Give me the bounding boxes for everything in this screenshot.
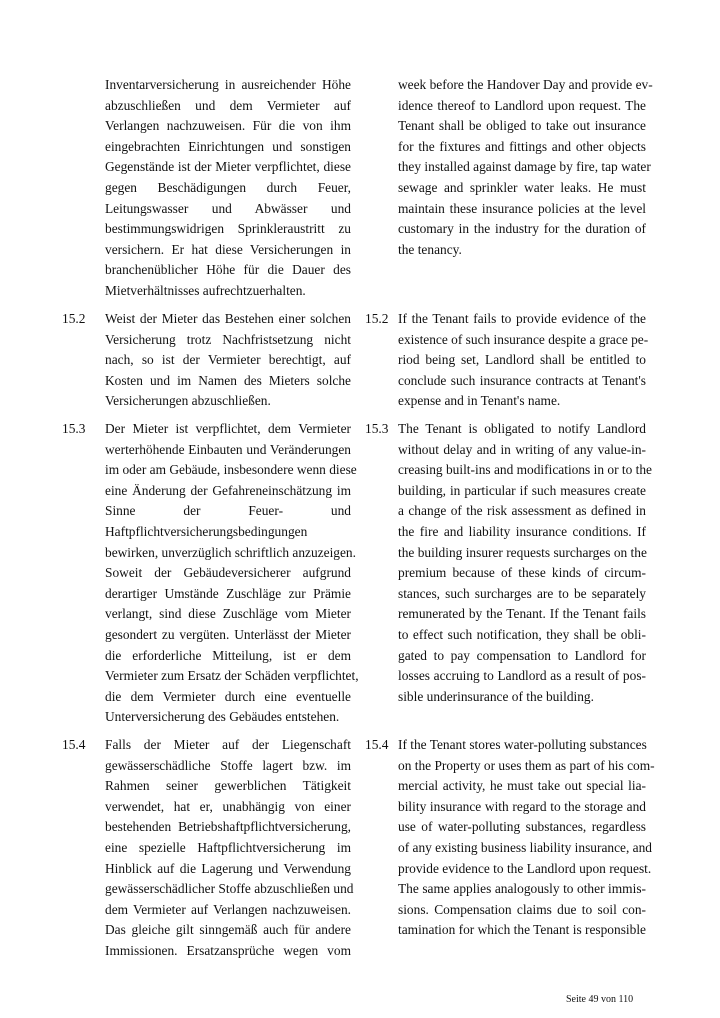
text-line: eine spezielle Haftpflichtversicherung im [105, 839, 351, 855]
text-line: sions. Compensation claims due to soil con- [398, 901, 646, 917]
text-line: bewirken, unverzüglich schriftlich anzuzeigen. [105, 544, 356, 560]
text-line: dem Vermieter auf Verlangen nachzuweisen. [105, 901, 351, 917]
text-line: to effect such notification, they shall be obli- [398, 626, 646, 642]
text-line: the fire and liability insurance conditions. If [398, 523, 646, 539]
text-line: Vermieter zum Ersatz der Schäden verpflichtet, [105, 668, 359, 684]
text-line: branchenüblicher Höhe für die Dauer des [105, 262, 351, 278]
text-line: a change of the risk assessment as defined in [398, 503, 646, 519]
text-line: Weist der Mieter das Bestehen einer solchen [105, 311, 351, 326]
text-line: mercial activity, he must take out special lia- [398, 778, 646, 794]
german-text [105, 309, 351, 412]
text-line: bestimmungswidrigen Sprinkleraustritt zu [105, 221, 351, 237]
text-line: sewage and sprinkler water leaks. He must [398, 179, 646, 195]
text-line: Versicherung trotz Nachfristsetzung nicht [105, 331, 351, 347]
text-line: Verlangen nachzuweisen. Für die von ihm [105, 118, 351, 134]
text-line: versichern. Er hat diese Versicherungen in [105, 241, 351, 257]
text-line: Versicherungen abzuschließen. [105, 393, 271, 409]
text-line: sible underinsurance of the building. [398, 688, 594, 704]
english-text [398, 735, 655, 941]
text-line: gegen Beschädigungen durch Feuer, [105, 179, 351, 195]
text-line: Mietverhältnisses aufrechtzuerhalten. [105, 282, 306, 298]
text-line: bility insurance with regard to the storage and [398, 798, 646, 814]
german-text [105, 735, 354, 962]
text-line: Hinblick auf die Lagerung und Verwendung [105, 860, 351, 876]
text-line: idence thereof to Landlord upon request. The [398, 97, 646, 113]
section-number: 15.2 [62, 311, 86, 326]
text-line: creasing built-ins and modifications in or to the [398, 462, 652, 478]
text-line: use of water-polluting substances, regardless [398, 819, 646, 835]
text-line: Falls der Mieter auf der Liegenschaft [105, 737, 351, 752]
text-line: Rahmen seiner gewerblichen Tätigkeit [105, 778, 351, 794]
section-number: 15.4 [365, 737, 389, 752]
section-number: 15.2 [365, 311, 389, 326]
text-line: Soweit der Gebäudeversicherer aufgrund [105, 565, 351, 581]
text-line: provide evidence to the Landlord upon request. [398, 860, 652, 876]
text-line: existence of such insurance despite a grace pe- [398, 331, 649, 347]
text-line: Tenant shall be obliged to take out insurance [398, 118, 646, 134]
text-line: gesondert zu vergüten. Unterlässt der Mieter [105, 626, 351, 642]
section-number: 15.3 [62, 421, 86, 436]
text-line: on the Property or uses them as part of his com- [398, 757, 655, 773]
text-line: losses accruing to Landlord as a result of pos- [398, 668, 646, 684]
text-line: riod being set, Landlord shall be entitled to [398, 352, 646, 368]
english-text [398, 309, 649, 412]
text-line: Unterversicherung des Gebäudes entstehen. [105, 709, 340, 725]
text-line: building, in particular if such measures create [398, 482, 646, 498]
text-line: remunerated by the Tenant. If the Tenant fails [398, 606, 646, 622]
text-line: for the fixtures and fittings and other objects [398, 138, 646, 154]
text-line: Das gleiche gilt sinngemäß auch für andere [105, 922, 351, 938]
text-line: bestehenden Betriebshaftpflichtversicherung, [105, 819, 351, 835]
text-line: If the Tenant fails to provide evidence of the [398, 311, 646, 326]
text-line: Sinne der Feuer- und [105, 503, 351, 519]
text-line: Immissionen. Ersatzansprüche wegen vom [105, 942, 351, 958]
text-line: Leitungswasser und Abwässer und [105, 200, 351, 216]
text-line: gewässerschädliche Stoffe lagert bzw. im [105, 757, 351, 773]
text-line: customary in the industry for the duration of [398, 221, 646, 237]
text-line: without delay and in writing of any value-in- [398, 441, 646, 457]
text-line: verlangt, sind diese Zuschläge vom Mieter [105, 606, 351, 622]
section-number: 15.3 [365, 421, 389, 436]
text-line: week before the Handover Day and provide ev- [398, 77, 653, 92]
text-line: they installed against damage by fire, tap water [398, 159, 651, 175]
text-line: the tenancy. [398, 241, 462, 257]
text-line: im oder am Gebäude, insbesondere wenn diese [105, 462, 357, 478]
text-line: premium because of these kinds of circum- [398, 565, 646, 581]
text-line: abzuschließen und dem Vermieter auf [105, 97, 351, 113]
text-line: gewässerschädlicher Stoffe abzuschließen und [105, 881, 354, 897]
text-line: die erforderliche Mitteilung, ist er dem [105, 647, 351, 663]
text-line: of any existing business liability insurance, and [398, 839, 653, 855]
german-text [105, 419, 359, 728]
section-number: 15.4 [62, 737, 86, 752]
text-line: derartiger Umstände Zuschläge zur Prämie [105, 585, 351, 601]
text-line: Der Mieter ist verpflichtet, dem Vermieter [105, 421, 351, 436]
text-line: die dem Vermieter durch eine eventuelle [105, 688, 351, 704]
text-line: The same applies analogously to other immis- [398, 881, 646, 897]
text-line: conclude such insurance contracts at Tenant's [398, 372, 646, 388]
text-line: eine Änderung der Gefahreneinschätzung im [105, 482, 351, 498]
text-line: Gegenstände ist der Mieter verpflichtet, diese [105, 159, 351, 175]
text-line: the building insurer requests surcharges on the [398, 544, 647, 560]
text-line: stances, such surcharges are to be separately [398, 585, 646, 601]
text-line: Haftpflichtversicherungsbedingungen [105, 523, 308, 539]
text-line: Kosten und im Namen des Mieters solche [105, 372, 351, 388]
text-line: eingebrachten Einrichtungen und sonstigen [105, 138, 351, 154]
text-line: gated to pay compensation to Landlord for [398, 647, 646, 663]
text-line: werterhöhende Einbauten und Veränderungen [105, 441, 351, 457]
text-line: tamination for which the Tenant is responsible [398, 922, 646, 938]
english-text [398, 419, 652, 707]
english-text [398, 75, 653, 260]
text-line: nach, so ist der Vermieter berechtigt, auf [105, 352, 351, 368]
text-line: If the Tenant stores water-polluting substances [398, 737, 647, 752]
text-line: maintain these insurance policies at the level [398, 200, 646, 216]
text-line: verwendet, hat er, unabhängig von einer [105, 798, 351, 814]
text-line: expense and in Tenant's name. [398, 393, 561, 409]
page-number-footer: Seite 49 von 110 [566, 994, 634, 1005]
german-text [105, 75, 351, 302]
text-line: The Tenant is obligated to notify Landlord [398, 421, 646, 436]
text-line: Inventarversicherung in ausreichender Höhe [105, 77, 351, 92]
